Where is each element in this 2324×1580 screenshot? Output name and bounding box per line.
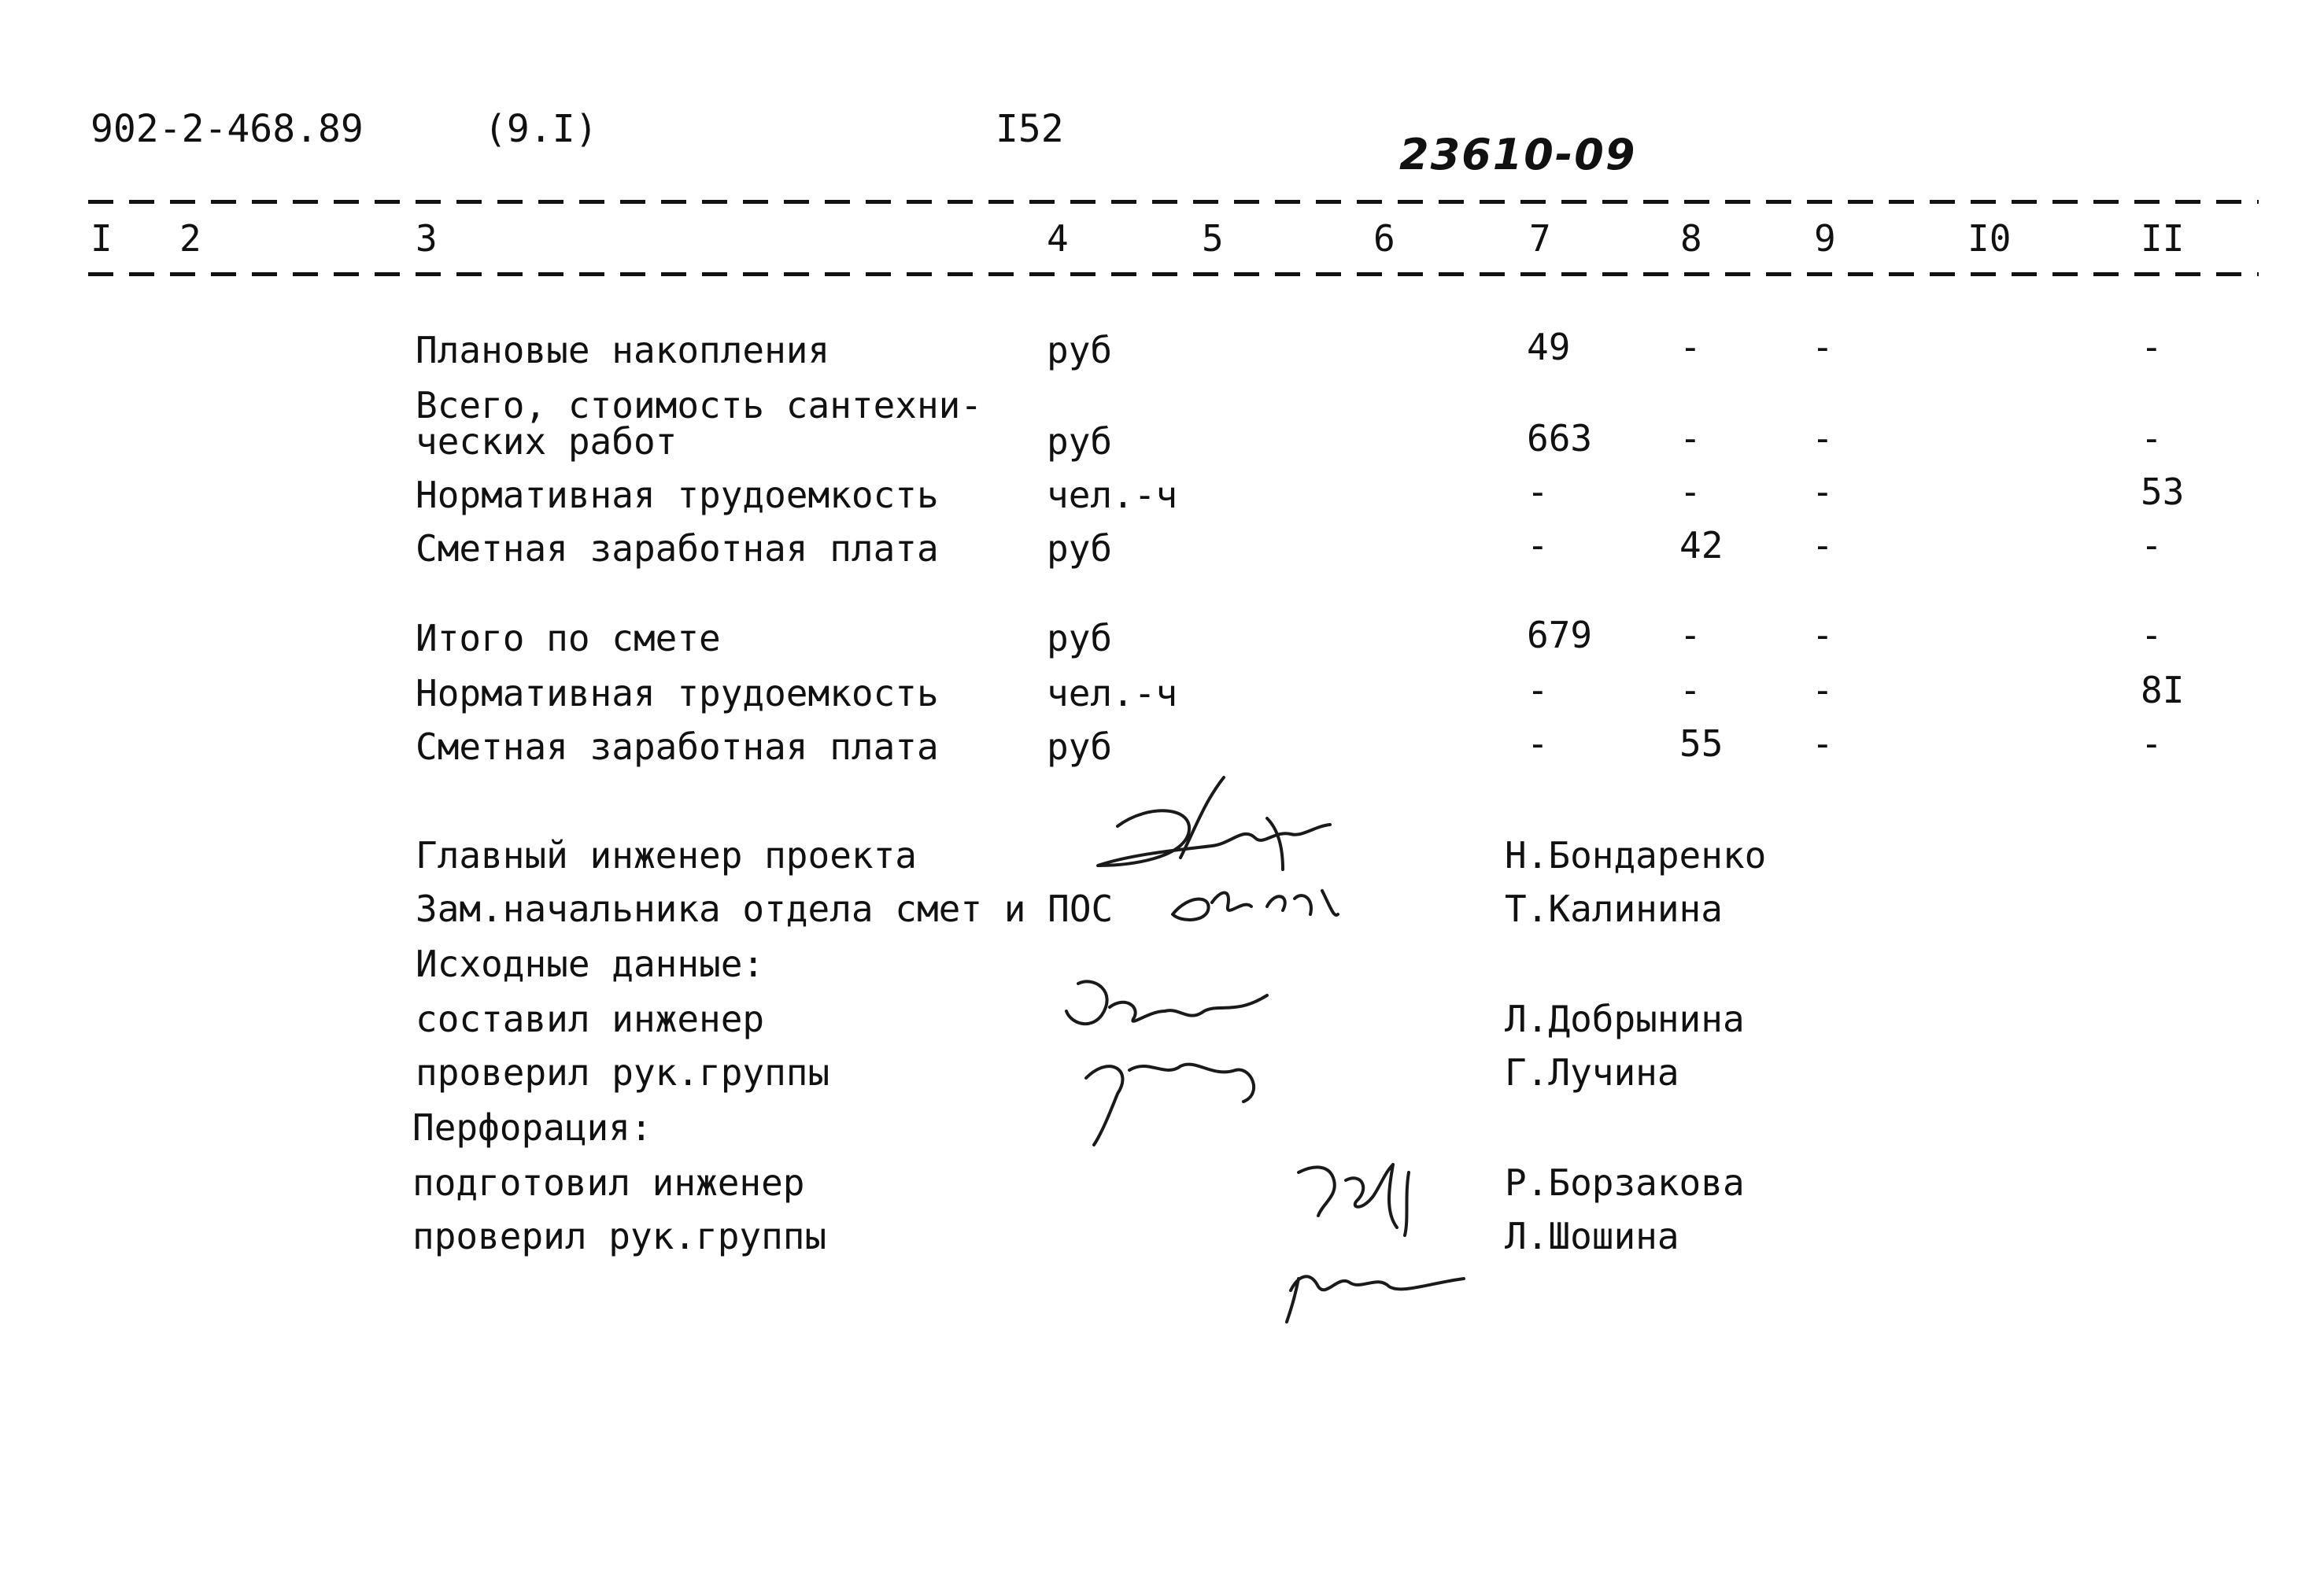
row-name-continued: ческих работ (416, 420, 678, 463)
column-header: I0 (1967, 217, 2012, 260)
row-col8: - (1679, 326, 1701, 368)
column-header: 5 (1202, 217, 1224, 260)
row-col7: 49 (1527, 326, 1571, 368)
row-col8: - (1679, 669, 1701, 711)
header-bottom-rule (88, 272, 2259, 276)
header-top-rule (88, 200, 2259, 204)
document-code: 902-2-468.89 (91, 107, 364, 151)
role-prepared: подготовил инженер (412, 1161, 805, 1204)
row-col7: - (1527, 524, 1549, 567)
row-unit: руб (1047, 725, 1113, 768)
row-col7: 679 (1527, 614, 1593, 656)
row-name: Итого по смете (416, 617, 721, 659)
source-data-title: Исходные данные: (416, 943, 765, 985)
signature-chief-engineer (1086, 771, 1338, 889)
row-col9: - (1812, 326, 1834, 368)
row-name: Нормативная трудоемкость (416, 672, 939, 714)
column-header: II (2141, 217, 2185, 260)
row-col11: - (2141, 326, 2163, 368)
role-compiled: составил инженер (416, 998, 765, 1040)
row-col7: - (1527, 722, 1549, 765)
row-unit: руб (1047, 329, 1113, 371)
role-deputy-head: Зам.начальника отдела смет и ПОС (416, 888, 1114, 930)
row-col9: - (1812, 417, 1834, 460)
row-col8: - (1679, 471, 1701, 513)
row-col8: - (1679, 614, 1701, 656)
role-checked-1: проверил рук.группы (416, 1051, 830, 1094)
column-header: 4 (1047, 217, 1069, 260)
row-col11: - (2141, 524, 2163, 567)
row-col11: - (2141, 614, 2163, 656)
column-header: 6 (1373, 217, 1395, 260)
row-unit: руб (1047, 527, 1113, 570)
row-col7: - (1527, 471, 1549, 513)
row-col9: - (1812, 669, 1834, 711)
person-checked-1: Г.Лучина (1505, 1051, 1679, 1094)
row-col11: 53 (2141, 471, 2185, 513)
row-col7: 663 (1527, 417, 1593, 460)
role-chief-engineer: Главный инженер проекта (416, 834, 917, 877)
row-name: Сметная заработная плата (416, 725, 939, 768)
role-checked-2: проверил рук.группы (412, 1215, 827, 1257)
row-col8: 42 (1679, 524, 1724, 567)
row-name: Сметная заработная плата (416, 527, 939, 570)
row-col11: 8I (2141, 669, 2185, 711)
row-col9: - (1812, 614, 1834, 656)
column-header: 9 (1814, 217, 1836, 260)
person-checked-2: Л.Шошина (1505, 1215, 1679, 1257)
signature-compiled-checked (1055, 968, 1291, 1149)
person-compiled: Л.Добрынина (1505, 998, 1745, 1040)
row-col11: - (2141, 722, 2163, 765)
column-header: 7 (1529, 217, 1551, 260)
row-col8: - (1679, 417, 1701, 460)
row-col9: - (1812, 524, 1834, 567)
column-header: 8 (1680, 217, 1702, 260)
person-chief-engineer: Н.Бондаренко (1505, 834, 1767, 877)
row-name: Всего, стоимость сантехни- (416, 384, 983, 426)
row-col9: - (1812, 722, 1834, 765)
perforation-title: Перфорация: (412, 1106, 652, 1149)
archive-stamp: 23610-09 (1399, 130, 1637, 179)
row-col9: - (1812, 471, 1834, 513)
row-col11: - (2141, 417, 2163, 460)
person-prepared: Р.Борзакова (1505, 1161, 1745, 1204)
column-header: 2 (179, 217, 201, 260)
row-name: Нормативная трудоемкость (416, 474, 939, 516)
signature-prepared-checked (1275, 1141, 1480, 1330)
row-name: Плановые накопления (416, 329, 830, 371)
row-unit: руб (1047, 617, 1113, 659)
row-col7: - (1527, 669, 1549, 711)
row-unit: руб (1047, 420, 1113, 463)
row-unit: чел.-ч (1047, 474, 1178, 516)
page-number: I52 (996, 107, 1064, 151)
section-number: (9.I) (484, 107, 598, 151)
column-header: 3 (416, 217, 438, 260)
row-unit: чел.-ч (1047, 672, 1178, 714)
person-deputy-head: Т.Калинина (1505, 888, 1723, 930)
signature-deputy-head (1165, 875, 1354, 930)
column-header: I (91, 217, 113, 260)
row-col8: 55 (1679, 722, 1724, 765)
